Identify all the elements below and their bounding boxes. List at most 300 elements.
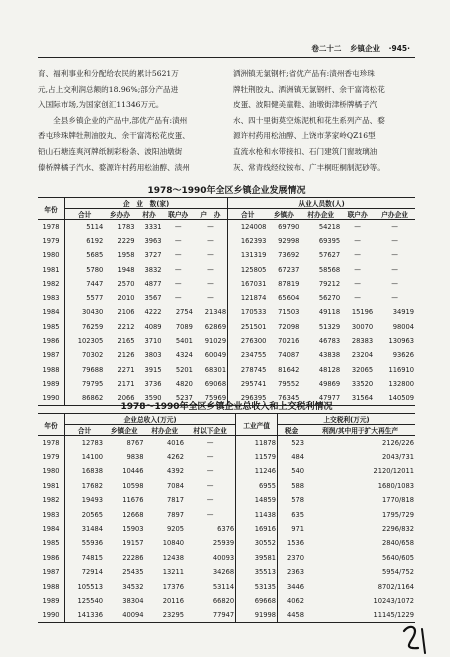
data-cell: 19157 [122, 539, 144, 548]
table-row [38, 348, 415, 362]
column-header: 乡办办 [104, 209, 135, 220]
year-cell: 1981 [38, 479, 65, 493]
data-cell: — [354, 279, 361, 288]
data-cell: 10598 [122, 481, 144, 490]
data-cell: 121874 [240, 294, 267, 303]
data-cell: 278745 [240, 365, 267, 374]
column-header: 合计 [228, 209, 268, 220]
data-cell: 5954/752 [381, 568, 414, 577]
column-header: 村办 [136, 209, 163, 220]
column-header: 村办企业 [300, 209, 341, 220]
text-line: 元,占上交利润总额的18.96%;部分产品进 [38, 84, 179, 94]
year-header: 年份 [38, 414, 65, 436]
table-row [38, 291, 415, 305]
data-cell: 2363 [287, 568, 305, 577]
year-cell: 1979 [38, 450, 65, 464]
data-cell: 34919 [392, 308, 414, 317]
table-row [38, 493, 415, 507]
data-cell: — [174, 265, 182, 274]
column-header: 户办企业 [374, 209, 415, 220]
data-cell: 131319 [240, 251, 267, 260]
data-cell: 130963 [388, 337, 414, 346]
data-cell: 1783 [117, 222, 135, 231]
data-cell: 68301 [194, 362, 228, 376]
data-cell: — [185, 464, 236, 478]
data-cell: 79688 [81, 365, 104, 374]
text-line: 洒洲镇无氯钢杆;省优产品有:渍州香屯珍珠 [233, 69, 375, 78]
table-row [38, 248, 415, 262]
text-line: 育、福利事业和分配给农民的累计5621万 [38, 69, 179, 78]
data-cell: 86862 [65, 391, 105, 405]
data-cell: 69790 [278, 222, 300, 231]
table-row [38, 565, 415, 579]
data-cell: 62869 [194, 320, 228, 334]
column-header: 村办企业 [144, 425, 185, 436]
data-cell: 33520 [351, 379, 374, 388]
table-row [38, 436, 415, 450]
year-cell: 1984 [38, 522, 65, 536]
data-cell: 43838 [318, 351, 341, 360]
data-cell: 12668 [122, 510, 144, 519]
data-cell: 132800 [388, 379, 414, 388]
text-line: 入国际市场,为国家创汇11346万元。 [38, 100, 164, 110]
data-cell: 484 [291, 453, 305, 462]
table-row [38, 277, 415, 291]
data-cell: 4262 [166, 453, 184, 462]
data-cell: 91998 [236, 608, 278, 622]
year-cell: 1989 [38, 594, 65, 608]
data-cell: 25939 [185, 536, 236, 550]
data-cell: 4392 [166, 467, 184, 476]
data-cell: — [391, 265, 398, 274]
data-cell: 93626 [392, 351, 414, 360]
data-cell: 79795 [81, 379, 104, 388]
data-cell: 2271 [117, 365, 135, 374]
data-cell: 3832 [144, 265, 162, 274]
data-cell: 15196 [351, 308, 374, 317]
data-cell: — [391, 236, 398, 245]
data-cell: 91029 [194, 334, 228, 348]
data-cell: 5201 [175, 365, 193, 374]
data-cell: 20116 [162, 596, 184, 605]
data-cell: 3590 [136, 391, 163, 405]
data-cell: 4458 [278, 608, 306, 622]
data-cell: 34268 [185, 565, 236, 579]
data-cell: 4089 [144, 322, 162, 331]
data-cell: 2840/658 [381, 539, 414, 548]
year-cell: 1986 [38, 551, 65, 565]
table-row [38, 464, 415, 478]
data-cell: 9205 [166, 525, 184, 534]
data-cell: 48128 [318, 365, 341, 374]
data-cell: 22286 [122, 553, 144, 562]
data-cell: 116910 [388, 365, 414, 374]
data-cell: 971 [291, 525, 305, 534]
data-cell: 578 [291, 496, 305, 505]
data-cell: 4324 [175, 351, 193, 360]
year-header: 年份 [38, 198, 65, 220]
year-cell: 1984 [38, 305, 65, 319]
data-cell: 72098 [278, 322, 300, 331]
data-cell: 30552 [236, 536, 278, 550]
data-cell: 540 [291, 467, 305, 476]
data-cell: 3331 [144, 222, 162, 231]
data-cell: 14100 [81, 453, 103, 462]
data-cell: 60049 [194, 348, 228, 362]
data-cell: 39581 [236, 551, 278, 565]
data-cell: — [174, 236, 182, 245]
data-cell: — [354, 222, 361, 231]
table-row [38, 536, 415, 550]
column-header: 户 办 [194, 209, 228, 220]
data-cell: — [194, 262, 228, 276]
data-cell: 167031 [240, 279, 267, 288]
table-row [38, 608, 415, 622]
data-cell: 7447 [86, 279, 104, 288]
data-cell: 2754 [175, 308, 193, 317]
running-header [311, 43, 410, 54]
year-cell: 1980 [38, 464, 65, 478]
data-cell: — [185, 436, 236, 450]
handwritten-mark [398, 621, 432, 655]
table-row [38, 377, 415, 391]
data-cell: 49869 [318, 379, 341, 388]
column-header: 乡镇企业 [104, 425, 145, 436]
table-row [38, 320, 415, 334]
data-cell: 53114 [185, 579, 236, 593]
data-cell: 4222 [144, 308, 162, 317]
data-cell: — [174, 279, 182, 288]
data-cell: 3710 [144, 337, 162, 346]
data-cell: 5640/605 [381, 553, 414, 562]
text-line: 水、四十里街莫空炼泥机和花生系列产品、婺 [233, 115, 385, 125]
data-cell: 11438 [236, 507, 278, 521]
data-cell: — [194, 277, 228, 291]
data-cell: — [185, 479, 236, 493]
data-cell: 57627 [318, 251, 341, 260]
data-cell: 4820 [175, 379, 193, 388]
year-cell: 1983 [38, 507, 65, 521]
data-cell: 162393 [240, 236, 267, 245]
page-number: ·945· [388, 44, 410, 53]
data-cell: 76259 [81, 322, 104, 331]
text-line: 牌牡荆胶丸、洒洲镇无氯钢杆、余干富湾松花 [233, 84, 385, 94]
data-cell: 1948 [117, 265, 135, 274]
data-cell: 3915 [144, 365, 162, 374]
data-cell: 56270 [318, 294, 341, 303]
data-cell: 67237 [278, 265, 300, 274]
table-row [38, 479, 415, 493]
data-cell: 6376 [185, 522, 236, 536]
text-line: 灰、常青线经纹铵布、广丰桐旺桐制泥砂等。 [233, 162, 385, 172]
column-header: 合计 [65, 425, 104, 436]
data-cell: 2126/226 [381, 438, 414, 447]
data-cell: 31484 [81, 525, 103, 534]
text-line: 全县乡镇企业的产品中,部优产品有:渍州 [38, 115, 188, 125]
table-row [38, 450, 415, 464]
year-cell: 1982 [38, 277, 65, 291]
data-cell: 66820 [185, 594, 236, 608]
data-cell: 74087 [278, 351, 300, 360]
year-cell: 1989 [38, 377, 65, 391]
table-row [38, 579, 415, 593]
year-cell: 1983 [38, 291, 65, 305]
data-cell: 3803 [144, 351, 162, 360]
data-cell: 28383 [351, 337, 374, 346]
data-cell: 3736 [144, 379, 162, 388]
data-cell: 40093 [185, 551, 236, 565]
data-cell: 40094 [104, 608, 145, 622]
data-cell: 30430 [81, 308, 104, 317]
data-cell: — [391, 222, 398, 231]
year-cell: 1985 [38, 320, 65, 334]
data-cell: 23295 [144, 608, 185, 622]
data-cell: 13211 [162, 568, 184, 577]
data-cell: 73692 [278, 251, 300, 260]
data-cell: 5780 [86, 265, 104, 274]
data-cell: — [194, 248, 228, 262]
data-cell: 251501 [240, 322, 267, 331]
data-cell: 170533 [240, 308, 267, 317]
data-cell: 32065 [351, 365, 374, 374]
year-cell: 1990 [38, 608, 65, 622]
data-cell: 23204 [351, 351, 374, 360]
data-cell: 6955 [236, 479, 278, 493]
data-cell: 105513 [77, 582, 103, 591]
data-cell: 35513 [236, 565, 278, 579]
data-cell: 10446 [122, 467, 144, 476]
data-cell: — [354, 251, 361, 260]
column-header: 税金 [278, 425, 306, 436]
column-header: 利润/其中用于扩大再生产 [305, 425, 415, 436]
year-cell: 1978 [38, 436, 65, 450]
right-column [233, 66, 415, 175]
data-cell: 2126 [117, 351, 135, 360]
data-cell: 125540 [77, 596, 103, 605]
data-cell: — [185, 507, 236, 521]
year-cell: 1981 [38, 262, 65, 276]
data-cell: 2296/832 [381, 525, 414, 534]
data-cell: 19493 [81, 496, 103, 505]
year-cell: 1980 [38, 248, 65, 262]
text-line: 铅山石塘连爽河牌纸制彩粉条、波阳油墩街 [38, 146, 183, 156]
column-header: 村以下企业 [185, 425, 236, 436]
table-row [38, 551, 415, 565]
year-cell: 1988 [38, 362, 65, 376]
body-text [38, 66, 415, 175]
data-cell: — [174, 294, 182, 303]
data-cell: 140509 [374, 391, 415, 405]
data-cell: 25435 [122, 568, 144, 577]
data-cell: 53135 [236, 579, 278, 593]
data-cell: — [174, 251, 182, 260]
data-cell: 47977 [300, 391, 341, 405]
data-cell: 11878 [236, 436, 278, 450]
table-row [38, 262, 415, 276]
data-cell: 58568 [318, 265, 341, 274]
left-column [38, 66, 220, 175]
data-cell: — [354, 294, 361, 303]
data-cell: 3446 [287, 582, 305, 591]
year-cell: 1986 [38, 334, 65, 348]
data-cell: 2120/12011 [373, 467, 414, 476]
data-cell: 16916 [236, 522, 278, 536]
table-row [38, 594, 415, 608]
data-cell: 21348 [194, 305, 228, 319]
data-cell: — [391, 279, 398, 288]
data-cell: 5401 [175, 337, 193, 346]
data-cell: 11676 [122, 496, 144, 505]
data-cell: 7084 [166, 481, 184, 490]
data-cell: 1958 [117, 251, 135, 260]
data-cell: 11579 [236, 450, 278, 464]
data-cell: 49118 [318, 308, 341, 317]
data-cell: 2106 [117, 308, 135, 317]
table-row [38, 334, 415, 348]
data-cell: 3567 [144, 294, 162, 303]
data-cell: 2570 [117, 279, 135, 288]
data-cell: 17376 [162, 582, 184, 591]
data-cell: 12783 [81, 438, 103, 447]
text-line: 香屯珍珠牌牡荆油胶丸、余干富湾松花皮蛋、 [38, 131, 190, 141]
text-line: 皮蛋、波阳健美童鞋、油墩街津桥牌橘子汽 [233, 100, 378, 110]
data-cell: 31564 [341, 391, 374, 405]
data-cell: 234755 [240, 351, 267, 360]
year-cell: 1978 [38, 220, 65, 234]
table-row [38, 220, 415, 234]
table-row [38, 507, 415, 521]
data-cell: — [174, 222, 182, 231]
chapter-label: 卷二十二 [311, 44, 342, 53]
data-cell: 17682 [81, 481, 103, 490]
table-row [38, 305, 415, 319]
data-cell: 8767 [126, 438, 144, 447]
data-cell: 69068 [194, 377, 228, 391]
data-cell: 7897 [166, 510, 184, 519]
industrial-output-header: 工业产值 [236, 414, 278, 436]
data-cell: 34532 [122, 582, 144, 591]
data-cell: 79552 [278, 379, 300, 388]
year-cell: 1990 [38, 391, 65, 405]
year-cell: 1985 [38, 536, 65, 550]
data-cell: 2229 [117, 236, 135, 245]
text-line: 源许村药用松油醇、上饶市茅家岭QZ16型 [233, 131, 376, 141]
data-cell: 14859 [236, 493, 278, 507]
column-header: 联户办 [163, 209, 194, 220]
data-cell: 9838 [126, 453, 144, 462]
data-cell: 5114 [86, 222, 104, 231]
data-cell: 7089 [175, 322, 193, 331]
income-group-header: 企业总收入(万元) [65, 414, 236, 425]
data-cell: 11246 [236, 464, 278, 478]
data-cell: 51329 [318, 322, 341, 331]
data-cell: 98004 [392, 322, 414, 331]
data-cell: 12438 [162, 553, 184, 562]
enterprise-count-group-header: 企 业 数(家) [65, 198, 228, 209]
data-cell: 2165 [117, 337, 135, 346]
data-cell: 54218 [318, 222, 341, 231]
data-cell: 77947 [185, 608, 236, 622]
data-cell: 4877 [144, 279, 162, 288]
year-cell: 1987 [38, 565, 65, 579]
data-cell: 92998 [278, 236, 300, 245]
table2-title: 1978～1990年全区乡镇企业总收入和上交税利情况 [120, 402, 333, 412]
data-cell: 69668 [236, 594, 278, 608]
data-cell: 1680/1083 [377, 481, 414, 490]
data-cell: 11145/1229 [305, 608, 415, 622]
data-cell: 74815 [81, 553, 103, 562]
data-cell: 7817 [166, 496, 184, 505]
data-cell: 1795/729 [381, 510, 414, 519]
data-cell: 65604 [278, 294, 300, 303]
data-cell: 15903 [122, 525, 144, 534]
table-row [38, 522, 415, 536]
data-cell: 102305 [77, 337, 104, 346]
data-cell: 71503 [278, 308, 300, 317]
data-cell: 70302 [81, 351, 104, 360]
data-cell: — [185, 450, 236, 464]
data-cell: — [391, 251, 398, 260]
data-cell: 69395 [318, 236, 341, 245]
text-line: 直流水枪和水带接扣、石门建筑门窗玻璃油 [233, 146, 378, 156]
data-cell: 20565 [81, 510, 103, 519]
text-line: 傣桥牌橘子汽水、婺源许村药用松油醇、渍州 [38, 162, 190, 172]
data-cell: 295741 [240, 379, 267, 388]
table-row [38, 362, 415, 376]
data-cell: 5237 [163, 391, 194, 405]
data-cell: 588 [291, 481, 305, 490]
data-cell: 1536 [287, 539, 305, 548]
data-cell: 125805 [240, 265, 267, 274]
data-cell: — [354, 265, 361, 274]
data-cell: 30070 [351, 322, 374, 331]
data-cell: 2212 [117, 322, 135, 331]
year-cell: 1988 [38, 579, 65, 593]
data-cell: 2370 [287, 553, 305, 562]
data-cell: 5577 [86, 294, 104, 303]
data-cell: 8702/1164 [377, 582, 414, 591]
data-cell: 79212 [318, 279, 341, 288]
table1-title: 1978～1990年全区乡镇企业发展情况 [147, 186, 306, 196]
data-cell: 276300 [240, 337, 267, 346]
year-cell: 1987 [38, 348, 65, 362]
year-cell: 1982 [38, 493, 65, 507]
data-cell: 10243/1072 [373, 596, 414, 605]
data-cell: 2066 [104, 391, 135, 405]
data-cell: 81642 [278, 365, 300, 374]
data-cell: 2171 [117, 379, 135, 388]
data-cell: 70216 [278, 337, 300, 346]
data-cell: 75969 [194, 391, 228, 405]
year-cell: 1979 [38, 234, 65, 248]
data-cell: 4062 [287, 596, 305, 605]
data-cell: — [194, 291, 228, 305]
workers-group-header: 从业人员数(人) [228, 198, 415, 209]
data-cell: 4016 [166, 438, 184, 447]
data-cell: — [194, 234, 228, 248]
data-cell: 2043/731 [381, 453, 414, 462]
data-cell: 3727 [144, 251, 162, 260]
enterprise-development-table [38, 197, 415, 406]
data-cell: 635 [291, 510, 305, 519]
data-cell: 3963 [144, 236, 162, 245]
data-cell: 76345 [267, 391, 300, 405]
data-cell: 523 [291, 438, 305, 447]
data-cell: 16838 [81, 467, 103, 476]
data-cell: 1770/818 [381, 496, 414, 505]
data-cell: 38304 [122, 596, 144, 605]
header-rule [38, 57, 415, 58]
